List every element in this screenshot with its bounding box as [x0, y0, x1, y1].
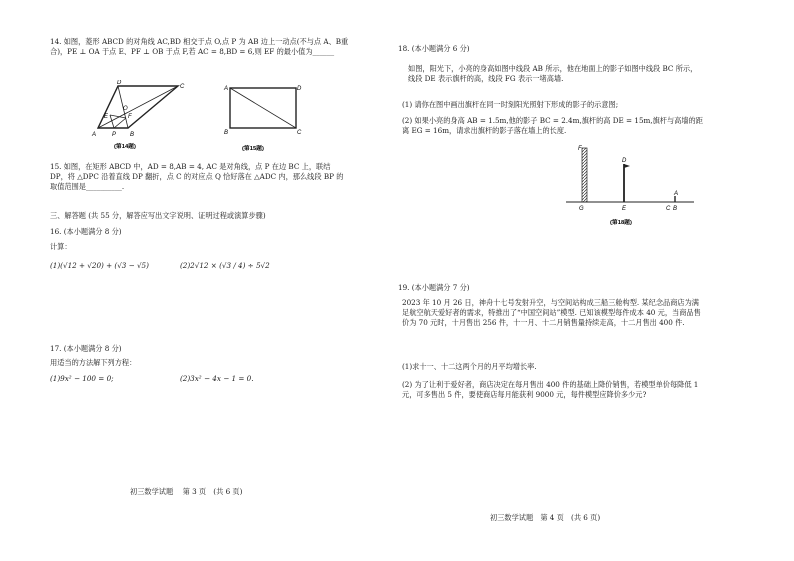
fig14-label-p: P	[112, 132, 117, 138]
question-18-intro: 如图，阳光下，小亮的身高如图中线段 AB 所示，他在地面上的影子如图中线段 BC 所示，线段 DE 表示旗杆的高，线段 FG 表示一堵高墙.	[408, 64, 698, 83]
fig18-label-f: F	[578, 146, 582, 152]
page-4-footer: 初三数学试题 第 4 页 (共 6 页)	[490, 513, 601, 522]
question-18-header: 18. (本小题满分 6 分)	[398, 44, 470, 53]
question-16-header: 16. (本小题满分 8 分)	[50, 227, 122, 236]
fig18-label-a: A	[674, 191, 679, 197]
fig18-caption: (第18题)	[610, 220, 632, 226]
fig14-label-a: A	[92, 132, 97, 138]
fig14-label-f: F	[128, 114, 132, 120]
question-19-part-2: (2) 为了让利于爱好者，商店决定在每月售出 400 件的基础上降价销售，若模型单价每降低 1 元，可多售出 5 件，要使商店每月能获利 9000 元，每件模型应降价多少元?	[402, 380, 699, 399]
question-17-instruction: 用适当的方法解下列方程：	[50, 358, 137, 367]
fig14-label-c: C	[180, 84, 185, 90]
question-15-text: 15. 如图，在矩形 ABCD 中，AD = 8,AB = 4, AC 是对角线，点 P 在边 BC 上，联结 DP，将 △DPC 沿着直线 DP 翻折，点 C 的对应点 Q 恰好落在 △ADC 内，那么线段 BP 的取值范围是__________.	[50, 162, 344, 191]
fig14-label-o: O	[123, 106, 128, 112]
fig15-label-c: C	[297, 130, 302, 136]
fig18-label-b: B	[673, 206, 678, 212]
question-18-part-1: (1) 请你在图中画出旗杆在同一时刻阳光照射下形成的影子的示意图;	[402, 100, 619, 109]
question-18-part-2: (2) 如果小亮的身高 AB = 1.5m,他的影子 BC = 2.4m,旗杆的高 DE = 15m,旗杆与高墙的距离 EG = 16m，请求出旗杆的影子落在墙上的长度.	[402, 116, 703, 135]
question-17-part-1: (1)9x² − 100 = 0;	[50, 374, 114, 383]
question-19-header: 19. (本小题满分 7 分)	[398, 283, 470, 292]
fig14-label-e: E	[104, 114, 109, 120]
question-17-part-2: (2)3x² − 4x − 1 = 0.	[180, 374, 254, 383]
question-16-part-1: (1)(√12 + √20) + (√3 − √5)	[50, 261, 149, 270]
fig18-label-e: E	[622, 206, 627, 212]
fig15-caption: (第15题)	[242, 146, 264, 152]
fig15-label-d: D	[297, 86, 302, 92]
fig14-label-d: D	[117, 80, 122, 86]
fig14-label-b: B	[130, 132, 135, 138]
fig15-label-a: A	[224, 86, 229, 92]
question-16-instruction: 计算：	[50, 242, 72, 251]
question-19-intro: 2023 年 10 月 26 日，神舟十七号发射升空，与空间站构成三船三舱构型. 某纪念品商店为满足航空航天爱好者的需求，特推出了“中国空间站”模型. 已知该模型每件成本 40 元，当商品售价为 70 元时，十月售出 256 件，十一月、十二月销售量持续走高，十二月售出 400 件.	[402, 298, 701, 327]
fig14-caption: (第14题)	[114, 144, 136, 150]
figure-14	[90, 80, 190, 172]
question-16-part-2: (2)2√12 × (√3 / 4) ÷ 5√2	[180, 261, 270, 270]
question-14-text: 14. 如图，菱形 ABCD 的对角线 AC,BD 相交于点 O,点 P 为 AB 边上一动点(不与点 A、B重合)，PE ⊥ OA 于点 E、PF ⊥ OB 于点 F,若 AC = 8,BD = 6,则 EF 的最小值为______	[50, 37, 349, 56]
fig18-label-g: G	[579, 206, 584, 212]
figure-15	[222, 82, 304, 172]
page-3-footer: 初三数学试题 第 3 页 (共 6 页)	[130, 487, 243, 496]
fig18-label-c: C	[666, 206, 671, 212]
question-19-part-1: (1)求十一、十二这两个月的月平均增长率.	[402, 362, 537, 371]
fig15-label-b: B	[224, 130, 229, 136]
fig18-label-d: D	[622, 158, 627, 164]
section-3-heading: 三、解答题 (共 55 分，解答应写出文字说明、证明过程或演算步骤)	[50, 211, 266, 220]
figure-18	[560, 144, 700, 236]
question-17-header: 17. (本小题满分 8 分)	[50, 344, 122, 353]
